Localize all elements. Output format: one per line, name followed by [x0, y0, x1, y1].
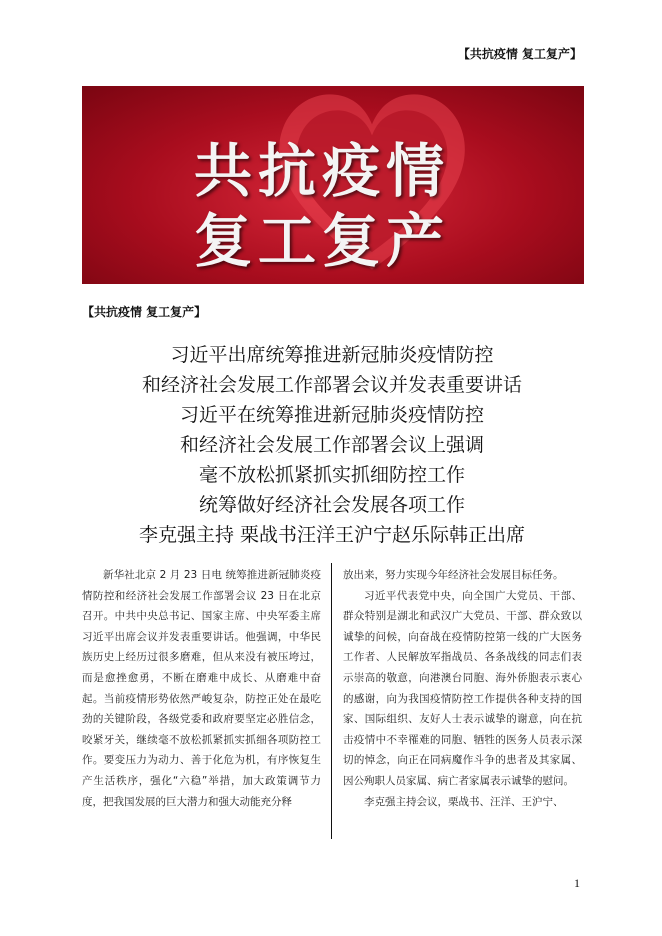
- banner-line-2: 复工复产: [194, 207, 451, 275]
- title-line: 毫不放松抓紧抓实抓细防控工作: [198, 464, 465, 486]
- paragraph: 新华社北京 2 月 23 日电 统筹推进新冠肺炎疫情防控和经济社会发展工作部署会议 23 日在北京召开。中共中央总书记、国家主席、中央军委主席习近平出席会议并发表重要讲话。他强调，中华民族历史上经历过很多磨难，但从来没有被压垮过，而是愈挫愈勇，不断在磨难中成长、从磨难中奋起。当前疫情形势依然严峻复杂，防控正处在最吃劲的关键阶段，各级党委和政府要坚定必胜信念，咬紧牙关，继续毫不放松抓紧抓实抓细各项防控工作。要变压力为动力、善于化危为机，有序恢复生产生活秩序，强化“六稳”举措，加大政策调节力度，把我国发展的巨大潜力和强大动能充分释: [82, 569, 321, 808]
- title-line: 和经济社会发展工作部署会议上强调: [179, 434, 484, 456]
- banner-line-1: 共抗疫情: [194, 137, 451, 205]
- title-line: 李克强主持 栗战书汪洋王沪宁赵乐际韩正出席: [138, 524, 526, 546]
- paragraph: 李克强主持会议，栗战书、汪洋、王沪宁、: [364, 795, 564, 808]
- section-tag: 【共抗疫情 复工复产】: [82, 305, 207, 319]
- title-line: 和经济社会发展工作部署会议并发表重要讲话: [141, 374, 522, 396]
- title-line: 统筹做好经济社会发展各项工作: [198, 494, 465, 516]
- title-line: 习近平出席统筹推进新冠肺炎疫情防控: [170, 344, 494, 366]
- paragraph: 习近平代表党中央，向全国广大党员、干部、群众特别是湖北和武汉广大党员、干部、群众致以诚挚的问候，向奋战在疫情防控第一线的广大医务工作者、人民解放军指战员、各条战线的同志们表示崇高的敬意，向港澳台同胞、海外侨胞表示衷心的感谢，向为我国疫情防控工作提供各种支持的国家、国际组织、友好人士表示诚挚的谢意，向在抗击疫情中不幸罹难的同胞、牺牲的医务人员表示深切的悼念，向正在同病魔作斗争的患者及其家属、因公殉职人员家属、病亡者家属表示诚挚的慰问。: [343, 589, 582, 787]
- article-title: [82, 340, 582, 550]
- title-line: 习近平在统筹推进新冠肺炎疫情防控: [179, 404, 484, 426]
- left-column: [82, 565, 321, 812]
- header-tag: 【共抗疫情 复工复产】: [457, 47, 582, 61]
- column-divider: [331, 563, 332, 839]
- banner-image: [82, 86, 584, 284]
- right-column: [343, 565, 582, 812]
- paragraph: 放出来，努力实现今年经济社会发展目标任务。: [343, 569, 564, 581]
- page-number: 1: [574, 876, 580, 890]
